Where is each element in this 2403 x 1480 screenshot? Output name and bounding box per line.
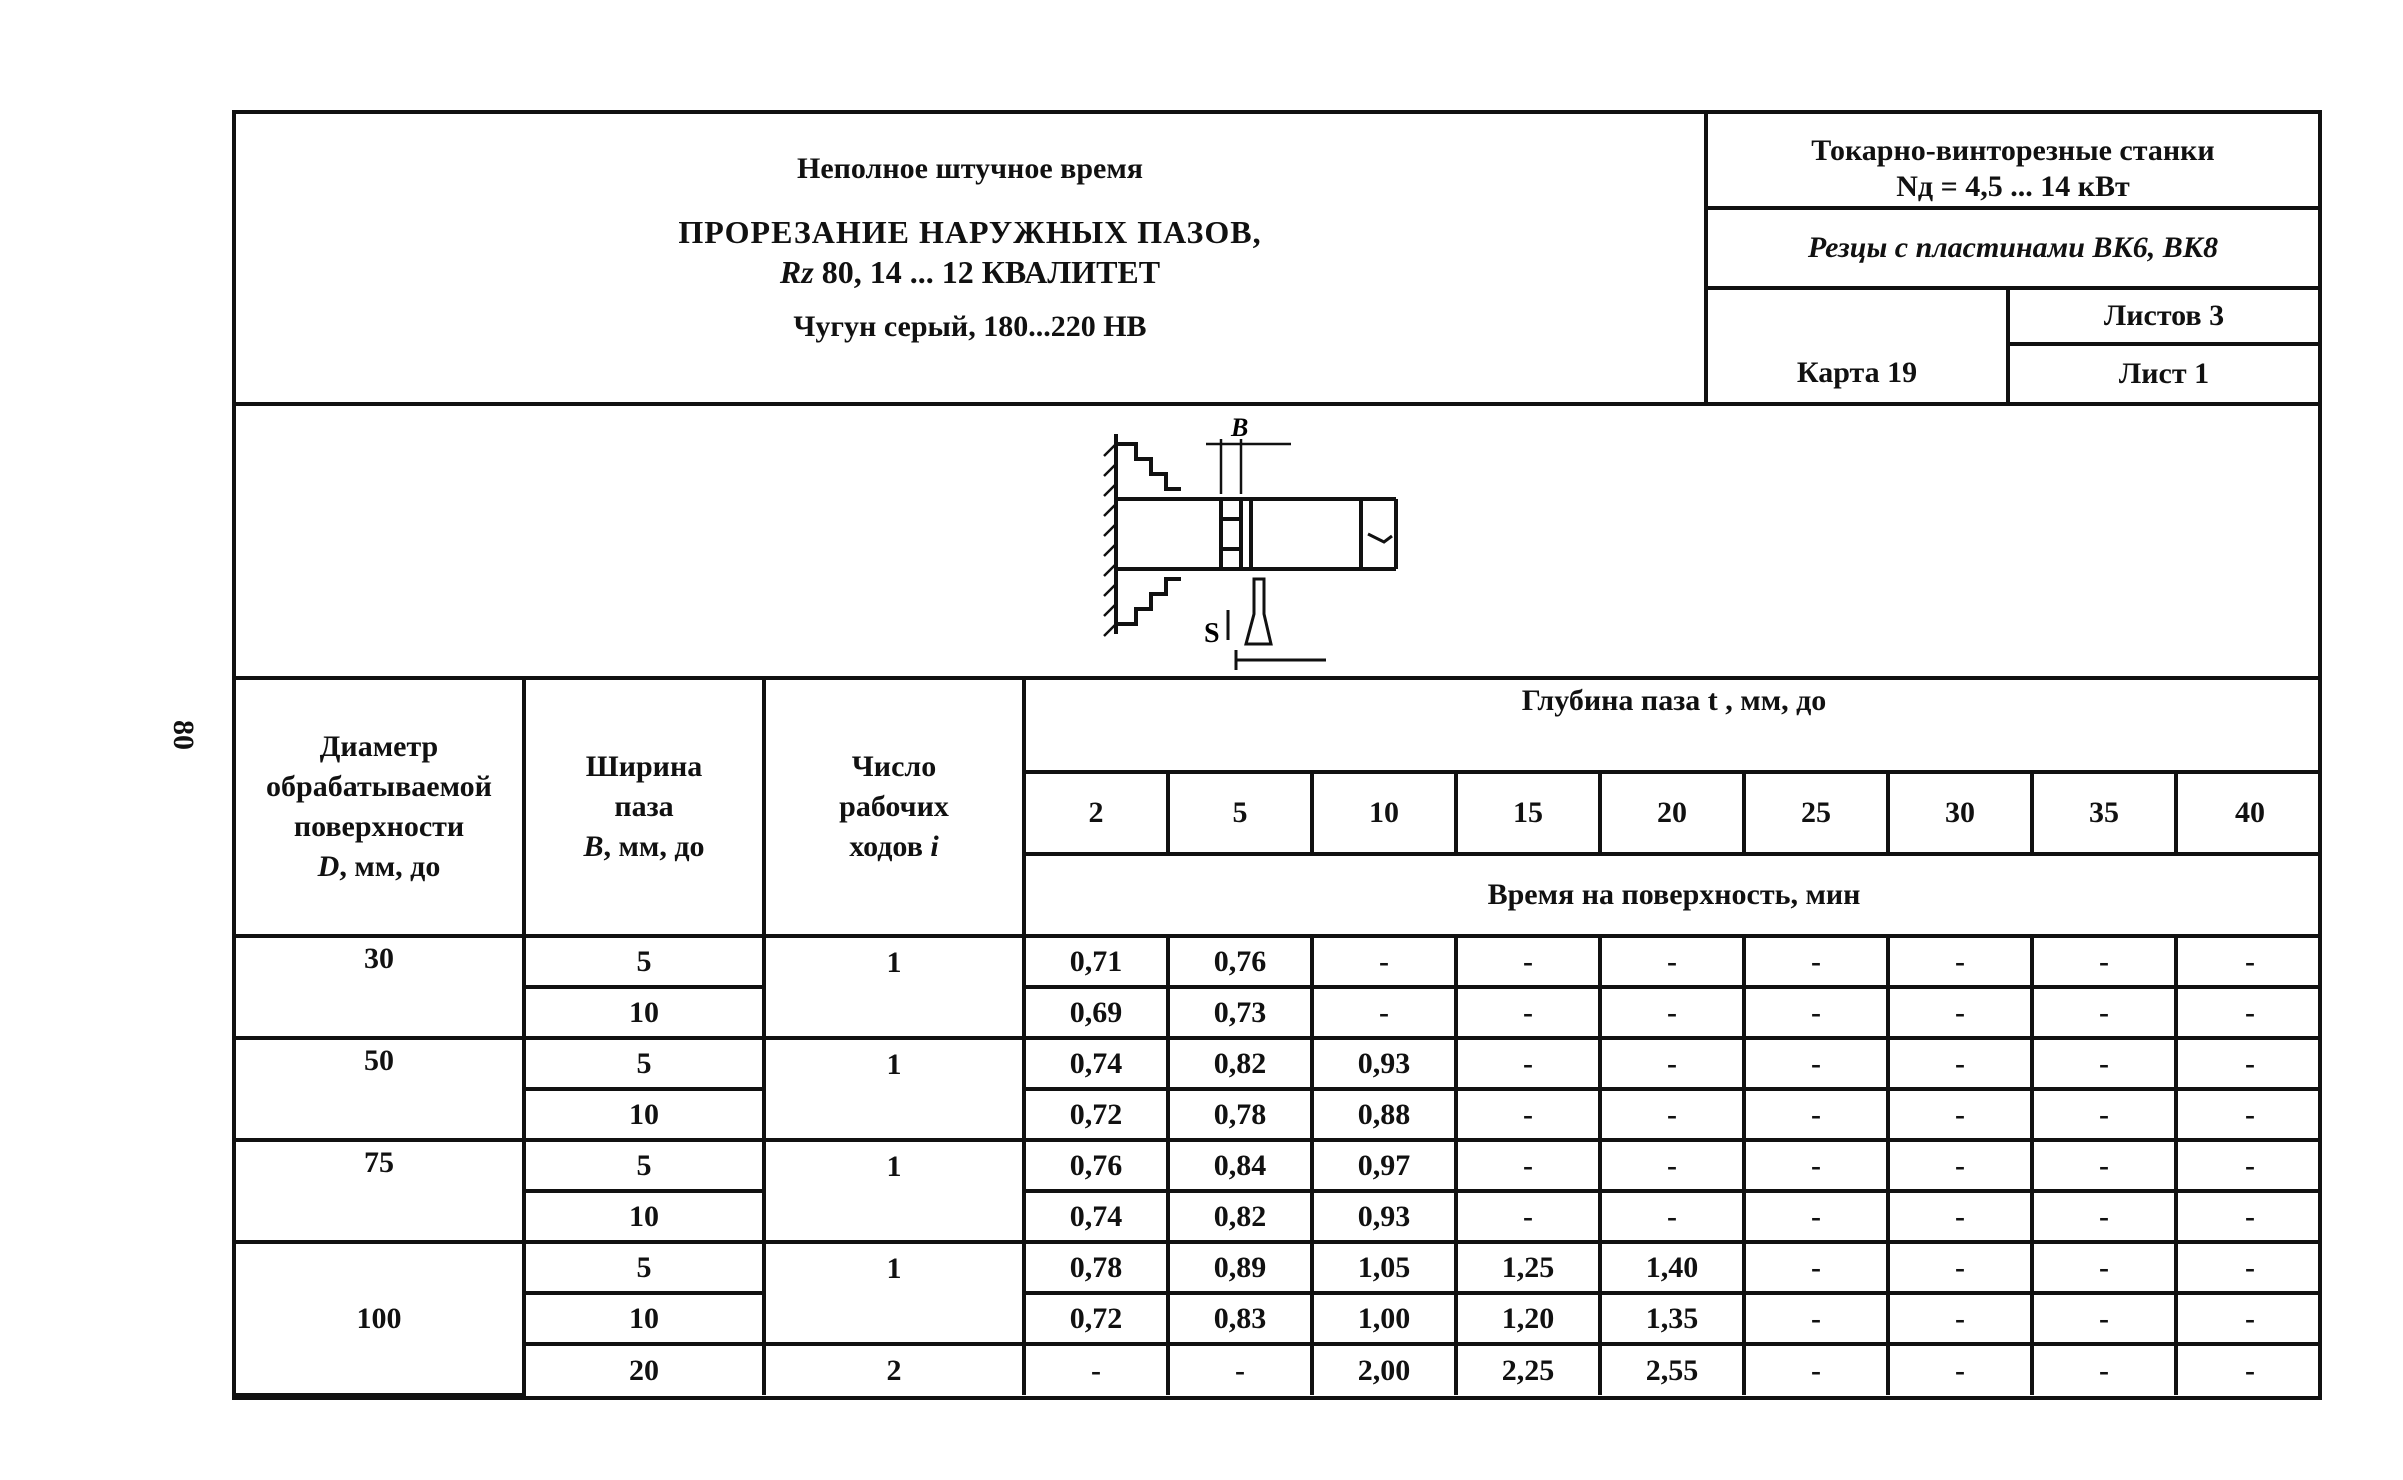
time-cell: - (1600, 936, 1744, 987)
time-cell: 0,89 (1168, 1242, 1312, 1293)
time-cell: - (1168, 1344, 1312, 1395)
time-cell: - (1744, 1293, 1888, 1344)
time-cell: - (1744, 1242, 1888, 1293)
time-cell: 2,25 (1456, 1344, 1600, 1395)
time-cell: - (1744, 1344, 1888, 1395)
depth-col-3: 15 (1456, 772, 1600, 854)
time-cell: 0,78 (1024, 1242, 1168, 1293)
time-cell: 0,78 (1168, 1089, 1312, 1140)
depth-col-1: 5 (1168, 772, 1312, 854)
time-cell: - (2176, 936, 2322, 987)
diameter-cell: 75 (236, 1140, 524, 1242)
time-cell: 0,73 (1168, 987, 1312, 1038)
time-cell: 2,00 (1312, 1344, 1456, 1395)
time-cell: 1,25 (1456, 1242, 1600, 1293)
card-header (236, 114, 2318, 406)
time-cell: - (2032, 987, 2176, 1038)
diameter-cell: 30 (236, 936, 524, 1038)
passes-cell (764, 1191, 1024, 1242)
time-cell: - (1744, 1038, 1888, 1089)
time-cell: - (2032, 1242, 2176, 1293)
time-cell: - (2176, 1191, 2322, 1242)
depth-col-0: 2 (1024, 772, 1168, 854)
time-cell: - (1600, 1191, 1744, 1242)
time-cell: - (1600, 1038, 1744, 1089)
time-cell: - (1744, 987, 1888, 1038)
passes-cell: 2 (764, 1344, 1024, 1395)
time-cell: - (1888, 1242, 2032, 1293)
time-cell: - (1744, 1089, 1888, 1140)
width-cell: 10 (524, 1293, 764, 1344)
table-row (236, 1293, 2322, 1344)
time-cell: 0,76 (1024, 1140, 1168, 1191)
depth-col-8: 40 (2176, 772, 2322, 854)
time-cell: 0,72 (1024, 1293, 1168, 1344)
passes-cell (764, 1089, 1024, 1140)
time-cell: - (1312, 987, 1456, 1038)
width-cell: 10 (524, 1191, 764, 1242)
diameter-cell: 100 (236, 1242, 524, 1395)
time-cell: - (2032, 1038, 2176, 1089)
depth-col-4: 20 (1600, 772, 1744, 854)
time-cell: 0,82 (1168, 1191, 1312, 1242)
passes-cell: 1 (764, 1242, 1024, 1293)
time-header: Время на поверхность, мин (1024, 854, 2322, 936)
time-cell: - (1600, 1089, 1744, 1140)
passes-cell: 1 (764, 936, 1024, 987)
width-cell: 5 (524, 1242, 764, 1293)
time-cell: - (2176, 1140, 2322, 1191)
time-cell: 0,72 (1024, 1089, 1168, 1140)
time-cell: - (1744, 1140, 1888, 1191)
card-number: Карта 19 (1708, 290, 2010, 402)
time-cell: - (1744, 1191, 1888, 1242)
time-cell: - (1456, 1191, 1600, 1242)
time-cell: - (1456, 987, 1600, 1038)
time-cell: - (2176, 1242, 2322, 1293)
time-cell: - (1888, 987, 2032, 1038)
time-cell: - (2176, 1089, 2322, 1140)
table-row (236, 987, 2322, 1038)
diameter-header: Диаметр обрабатываемой поверхности D, мм, до (236, 680, 524, 936)
table-row (236, 1191, 2322, 1242)
table-row (236, 1089, 2322, 1140)
time-cell: - (2176, 1038, 2322, 1089)
subtitle: Неполное штучное время (796, 152, 1144, 185)
depth-header: Глубина паза t , мм, до (1024, 680, 2322, 772)
depth-col-2: 10 (1312, 772, 1456, 854)
info-block (1708, 114, 2318, 402)
time-cell: 1,20 (1456, 1293, 1600, 1344)
table-row (236, 1344, 2322, 1395)
time-cell: - (2176, 987, 2322, 1038)
time-cell: - (1888, 1191, 2032, 1242)
sheet-number: Лист 1 (2118, 357, 2210, 390)
time-cell: - (1888, 1344, 2032, 1395)
time-cell: 0,88 (1312, 1089, 1456, 1140)
width-cell: 5 (524, 936, 764, 987)
time-cell: - (2032, 1344, 2176, 1395)
width-cell: 20 (524, 1344, 764, 1395)
time-cell: - (2032, 936, 2176, 987)
depth-col-5: 25 (1744, 772, 1888, 854)
diameter-unit: , мм, до (339, 850, 441, 883)
diameter-cell: 50 (236, 1038, 524, 1140)
passes-cell: 1 (764, 1038, 1024, 1089)
sheets-total: Листов 3 (2010, 290, 2318, 346)
time-cell: 2,55 (1600, 1344, 1744, 1395)
time-cell: - (1888, 936, 2032, 987)
norm-card (232, 110, 2322, 1400)
time-cell: - (1456, 1089, 1600, 1140)
time-cell: - (1456, 936, 1600, 987)
time-cell: 0,83 (1168, 1293, 1312, 1344)
depth-col-6: 30 (1888, 772, 2032, 854)
time-cell: 1,05 (1312, 1242, 1456, 1293)
table-row (236, 1038, 2322, 1089)
passes-header: Число рабочих ходов i (764, 680, 1024, 936)
passes-cell (764, 987, 1024, 1038)
time-cell: 0,76 (1168, 936, 1312, 987)
machine-cell: Токарно-винторезные станки Nд = 4,5 ... 14 кВт (1708, 114, 2318, 210)
time-cell: - (2032, 1140, 2176, 1191)
table-row (236, 1242, 2322, 1293)
time-cell: - (1888, 1140, 2032, 1191)
passes-cell: 1 (764, 1140, 1024, 1191)
time-cell: - (2032, 1089, 2176, 1140)
lathe-sketch-diagram (1096, 414, 1456, 676)
time-cell: - (1312, 936, 1456, 987)
width-header: Ширина паза B, мм, до (524, 680, 764, 936)
page-number: 80 (167, 720, 200, 750)
operation-title: ПРОРЕЗАНИЕ НАРУЖНЫХ ПАЗОВ, (678, 214, 1262, 250)
time-cell: 0,93 (1312, 1191, 1456, 1242)
time-cell: 0,93 (1312, 1038, 1456, 1089)
time-cell: 0,74 (1024, 1038, 1168, 1089)
grooving-sketch (236, 406, 2318, 680)
time-cell: 0,74 (1024, 1191, 1168, 1242)
time-cell: 0,71 (1024, 936, 1168, 987)
material-line: Чугун серый, 180...220 НВ (793, 310, 1147, 343)
width-cell: 5 (524, 1038, 764, 1089)
time-cell: - (1600, 987, 1744, 1038)
time-cell: - (2032, 1293, 2176, 1344)
time-cell: - (2176, 1344, 2322, 1395)
time-cell: 1,35 (1600, 1293, 1744, 1344)
passes-cell (764, 1293, 1024, 1344)
depth-col-7: 35 (2032, 772, 2176, 854)
tool-cell: Резцы с пластинами ВК6, ВК8 (1708, 210, 2318, 290)
time-cell: - (2032, 1191, 2176, 1242)
time-cell: - (1744, 936, 1888, 987)
time-cell: 1,00 (1312, 1293, 1456, 1344)
width-cell: 10 (524, 1089, 764, 1140)
time-cell: 0,84 (1168, 1140, 1312, 1191)
time-cell: 0,69 (1024, 987, 1168, 1038)
time-cell: - (1024, 1344, 1168, 1395)
time-cell: 0,82 (1168, 1038, 1312, 1089)
width-cell: 5 (524, 1140, 764, 1191)
width-cell: 10 (524, 987, 764, 1038)
time-cell: - (2176, 1293, 2322, 1344)
time-cell: - (1456, 1038, 1600, 1089)
width-label-b: B (1231, 414, 1249, 442)
quality-line: Rz 80, 14 ... 12 КВАЛИТЕТ (779, 254, 1161, 290)
time-cell: - (1888, 1089, 2032, 1140)
time-cell: 1,40 (1600, 1242, 1744, 1293)
title-block (236, 114, 1708, 402)
time-cell: - (1888, 1293, 2032, 1344)
table-row (236, 936, 2322, 987)
time-cell: - (1600, 1140, 1744, 1191)
table-row (236, 1140, 2322, 1191)
feed-label-s: S (1204, 618, 1220, 649)
time-cell: 0,97 (1312, 1140, 1456, 1191)
time-table (236, 680, 2322, 1397)
time-cell: - (1888, 1038, 2032, 1089)
time-cell: - (1456, 1140, 1600, 1191)
